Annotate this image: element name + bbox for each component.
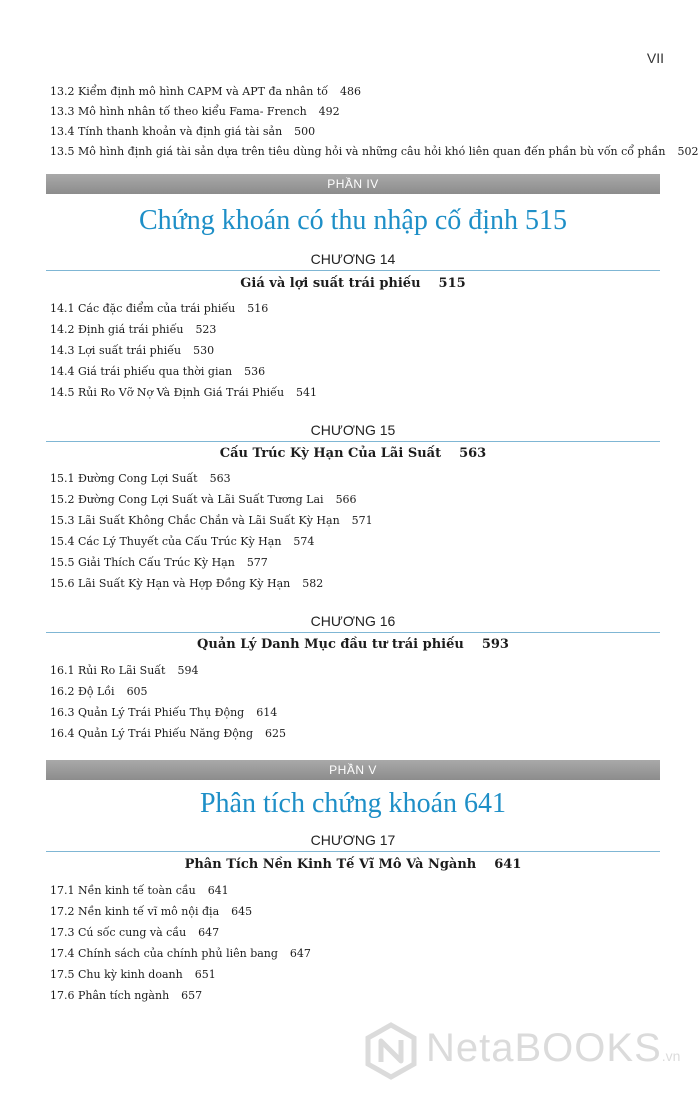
section-number: 15.6 <box>50 577 75 590</box>
chapter-page: 593 <box>481 637 509 652</box>
page-number: VII <box>646 50 664 66</box>
section-page: 594 <box>177 664 199 677</box>
toc-entry-15-4[interactable] <box>50 532 314 552</box>
section-title: Độ Lồi <box>78 685 115 698</box>
section-page: 492 <box>318 105 340 118</box>
section-title: Các đặc điểm của trái phiếu <box>78 302 236 315</box>
toc-entry-14-1[interactable] <box>50 299 268 319</box>
chapter-divider <box>46 441 660 442</box>
section-page: 582 <box>302 577 324 590</box>
toc-entry-13-5[interactable] <box>50 142 698 162</box>
watermark-text <box>426 1026 680 1071</box>
section-number: 15.3 <box>50 514 75 527</box>
section-title: Định giá trái phiếu <box>78 323 184 336</box>
chapter-divider <box>46 632 660 633</box>
section-title: Nền kinh tế toàn cầu <box>78 884 196 897</box>
section-page: 502 <box>677 145 699 158</box>
section-number: 17.3 <box>50 926 75 939</box>
section-title: Lãi Suất Kỳ Hạn và Hợp Đồng Kỳ Hạn <box>78 577 291 590</box>
section-page: 541 <box>296 386 318 399</box>
section-page: 566 <box>335 493 357 506</box>
chapter-label: CHƯƠNG 14 <box>310 251 396 267</box>
section-page: 571 <box>351 514 373 527</box>
section-number: 17.1 <box>50 884 75 897</box>
chapter-title[interactable] <box>46 634 660 656</box>
section-page: 645 <box>231 905 253 918</box>
chapter-label: CHƯƠNG 17 <box>310 832 396 848</box>
toc-entry-14-2[interactable] <box>50 320 216 340</box>
watermark-brand: NetaBOOKS <box>426 1026 662 1070</box>
section-number: 14.5 <box>50 386 75 399</box>
section-number: 16.4 <box>50 727 75 740</box>
section-title: Tính thanh khoản và định giá tài sản <box>78 125 283 138</box>
section-page: 536 <box>244 365 266 378</box>
section-title: Quản Lý Trái Phiếu Thụ Động <box>78 706 245 719</box>
toc-entry-14-5[interactable] <box>50 383 317 403</box>
section-page: 651 <box>194 968 216 981</box>
section-page: 605 <box>126 685 148 698</box>
toc-entry-16-4[interactable] <box>50 724 286 744</box>
section-number: 13.3 <box>50 105 75 118</box>
section-number: 14.2 <box>50 323 75 336</box>
toc-entry-16-1[interactable] <box>50 661 198 681</box>
section-number: 14.4 <box>50 365 75 378</box>
section-title: Rủi Ro Vỡ Nợ Và Định Giá Trái Phiếu <box>78 386 285 399</box>
part-title: Phân tích chứng khoán 641 <box>199 788 507 819</box>
section-page: 563 <box>209 472 231 485</box>
toc-entry-17-2[interactable] <box>50 902 252 922</box>
section-page: 657 <box>181 989 203 1002</box>
chapter-page: 563 <box>459 446 487 461</box>
section-title: Quản Lý Trái Phiếu Năng Động <box>78 727 254 740</box>
chapter-title-text: Cấu Trúc Kỳ Hạn Của Lãi Suất <box>219 446 442 461</box>
toc-entry-15-5[interactable] <box>50 553 268 573</box>
section-number: 13.5 <box>50 145 75 158</box>
section-title: Giá trái phiếu qua thời gian <box>78 365 233 378</box>
toc-entry-17-1[interactable] <box>50 881 229 901</box>
toc-entry-17-4[interactable] <box>50 944 311 964</box>
section-page: 641 <box>207 884 229 897</box>
section-title: Phân tích ngành <box>78 989 170 1002</box>
netabooks-logo-icon <box>364 1022 418 1080</box>
section-number: 15.2 <box>50 493 75 506</box>
netabooks-watermark <box>364 1018 694 1088</box>
section-title: Nền kinh tế vĩ mô nội địa <box>78 905 220 918</box>
section-page: 523 <box>195 323 217 336</box>
toc-entry-14-3[interactable] <box>50 341 214 361</box>
section-page: 625 <box>265 727 287 740</box>
section-title: Lợi suất trái phiếu <box>78 344 182 357</box>
toc-entry-16-2[interactable] <box>50 682 148 702</box>
chapter-title-text: Giá và lợi suất trái phiếu <box>240 276 421 291</box>
section-title: Đường Cong Lợi Suất <box>78 472 198 485</box>
section-number: 13.4 <box>50 125 75 138</box>
section-number: 15.5 <box>50 556 75 569</box>
section-title: Giải Thích Cấu Trúc Kỳ Hạn <box>78 556 235 569</box>
toc-entry-15-3[interactable] <box>50 511 373 531</box>
section-page: 574 <box>293 535 315 548</box>
section-number: 14.3 <box>50 344 75 357</box>
watermark-suffix: .vn <box>661 1048 681 1064</box>
section-number: 17.5 <box>50 968 75 981</box>
toc-entry-15-2[interactable] <box>50 490 357 510</box>
section-number: 13.2 <box>50 85 75 98</box>
section-title: Mô hình nhân tố theo kiểu Fama- French <box>78 105 307 118</box>
toc-entry-17-6[interactable] <box>50 986 202 1006</box>
chapter-title[interactable] <box>46 273 660 295</box>
section-number: 14.1 <box>50 302 75 315</box>
section-title: Chính sách của chính phủ liên bang <box>78 947 278 960</box>
section-title: Đường Cong Lợi Suất và Lãi Suất Tương Lai <box>78 493 324 506</box>
section-number: 17.4 <box>50 947 75 960</box>
section-page: 614 <box>256 706 278 719</box>
chapter-title-text: Phân Tích Nền Kinh Tế Vĩ Mô Và Ngành <box>184 857 477 872</box>
section-title: Kiểm định mô hình CAPM và APT đa nhân tố <box>78 85 328 98</box>
chapter-divider <box>46 851 660 852</box>
part-band: PHẦN IV <box>46 174 660 194</box>
section-number: 17.2 <box>50 905 75 918</box>
toc-entry-16-3[interactable] <box>50 703 277 723</box>
toc-entry-14-4[interactable] <box>50 362 265 382</box>
toc-entry-17-5[interactable] <box>50 965 216 985</box>
section-number: 15.1 <box>50 472 75 485</box>
toc-entry-13-4[interactable] <box>50 122 315 142</box>
section-page: 530 <box>193 344 215 357</box>
toc-entry-15-1[interactable] <box>50 469 231 489</box>
section-page: 516 <box>247 302 269 315</box>
chapter-divider <box>46 270 660 271</box>
section-title: Mô hình định giá tài sản dựa trên tiêu dùng hỏi và những câu hỏi khó liên quan đến phần bù vốn cổ phần <box>78 145 666 158</box>
section-title: Chu kỳ kinh doanh <box>78 968 183 981</box>
chapter-label: CHƯƠNG 15 <box>310 422 396 438</box>
section-page: 647 <box>198 926 220 939</box>
section-title: Các Lý Thuyết của Cấu Trúc Kỳ Hạn <box>78 535 282 548</box>
section-page: 647 <box>289 947 311 960</box>
section-title: Cú sốc cung và cầu <box>78 926 187 939</box>
section-page: 486 <box>340 85 361 98</box>
section-number: 15.4 <box>50 535 75 548</box>
toc-entry-15-6[interactable] <box>50 574 323 594</box>
chapter-page: 641 <box>494 857 522 872</box>
chapter-title[interactable] <box>46 443 660 465</box>
toc-entry-13-3[interactable] <box>50 102 340 122</box>
chapter-title[interactable] <box>46 854 660 876</box>
section-page: 577 <box>246 556 268 569</box>
toc-entry-13-2[interactable] <box>50 82 361 102</box>
section-number: 16.1 <box>50 664 75 677</box>
section-title: Lãi Suất Không Chắc Chắn và Lãi Suất Kỳ Hạn <box>78 514 340 527</box>
toc-entry-17-3[interactable] <box>50 923 219 943</box>
section-number: 16.2 <box>50 685 75 698</box>
section-page: 500 <box>294 125 316 138</box>
section-number: 16.3 <box>50 706 75 719</box>
chapter-label: CHƯƠNG 16 <box>310 613 396 629</box>
chapter-title-text: Quản Lý Danh Mục đầu tư trái phiếu <box>197 637 464 652</box>
part-title: Chứng khoán có thu nhập cố định 515 <box>138 205 568 236</box>
part-band: PHẦN V <box>46 760 660 780</box>
section-title: Rủi Ro Lãi Suất <box>78 664 166 677</box>
chapter-page: 515 <box>438 276 466 291</box>
section-number: 17.6 <box>50 989 75 1002</box>
